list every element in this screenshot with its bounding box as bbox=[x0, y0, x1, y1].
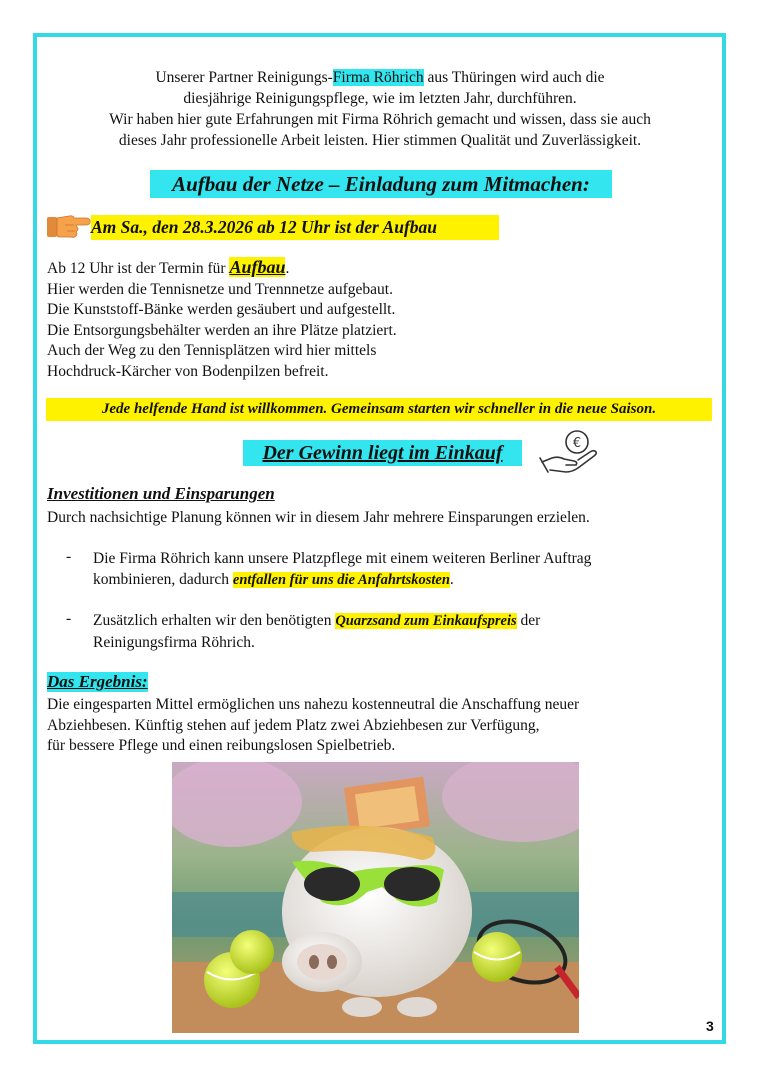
subheading-investments: Investitionen und Einsparungen bbox=[47, 484, 275, 503]
intro-line4: dieses Jahr professionelle Arbeit leisten. Hier stimmen Qualität und Zuverlässigkeit. bbox=[118, 132, 642, 149]
result-line2: Abziehbesen. Künftig stehen auf jedem Platz zwei Abziehbesen zur Verfügung, bbox=[47, 716, 540, 734]
setup-description bbox=[47, 257, 567, 382]
bullet1-line2-post: . bbox=[449, 571, 454, 588]
pointing-hand-icon bbox=[43, 205, 91, 247]
setup-line4: Die Entsorgungsbehälter werden an ihre Plätze platziert. bbox=[47, 321, 397, 339]
setup-line1-pre: Ab 12 Uhr ist der Termin für bbox=[47, 260, 230, 277]
euro-hand-icon bbox=[538, 428, 602, 478]
result-heading: Das Ergebnis: bbox=[47, 672, 148, 691]
bullet-item-quartz-sand bbox=[93, 610, 703, 653]
bullet2-line1-post: der bbox=[516, 612, 541, 629]
setup-line1-post: . bbox=[285, 260, 290, 277]
bullet2-line1-pre: Zusätzlich erhalten wir den benötigten bbox=[93, 612, 336, 629]
setup-keyword-highlight: Aufbau bbox=[229, 257, 286, 277]
section-heading-setup: Aufbau der Netze – Einladung zum Mitmachen: bbox=[150, 170, 612, 198]
bullet1-line2-pre: kombinieren, dadurch bbox=[93, 571, 233, 588]
quartz-sand-highlight: Quarzsand zum Einkaufspreis bbox=[335, 613, 517, 629]
setup-line2: Hier werden die Tennisnetze und Trennnetze aufgebaut. bbox=[47, 280, 393, 298]
page-number: 3 bbox=[706, 1018, 714, 1034]
intro-line1-pre: Unserer Partner Reinigungs- bbox=[155, 69, 333, 86]
result-line3: für bessere Pflege und einen reibungslosen Spielbetrieb. bbox=[47, 737, 396, 754]
section-heading-savings: Der Gewinn liegt im Einkauf bbox=[243, 440, 522, 466]
result-line1: Die eingesparten Mittel ermöglichen uns nahezu kostenneutral die Anschaffung neuer bbox=[47, 696, 580, 713]
intro-paragraph bbox=[60, 67, 700, 151]
company-highlight: Firma Röhrich bbox=[332, 69, 424, 86]
bullet-marker: - bbox=[66, 548, 72, 565]
setup-line6: Hochdruck-Kärcher von Bodenpilzen befreit. bbox=[47, 362, 329, 380]
svg-text:€: € bbox=[572, 436, 582, 451]
bullet1-line1: Die Firma Röhrich kann unsere Platzpflege mit einem weiteren Berliner Auftrag bbox=[93, 550, 592, 567]
savings-intro: Durch nachsichtige Planung können wir in diesem Jahr mehrere Einsparungen erzielen. bbox=[47, 509, 590, 526]
bullet-item-travel-costs bbox=[93, 548, 703, 591]
travel-costs-highlight: entfallen für uns die Anfahrtskosten bbox=[232, 572, 450, 588]
volunteer-callout: Jede helfende Hand ist willkommen. Gemeinsam starten wir schneller in die neue Saison. bbox=[46, 398, 712, 421]
piggy-bank-photo bbox=[172, 762, 579, 1033]
intro-line2: diesjährige Reinigungspflege, wie im letzten Jahr, durchführen. bbox=[183, 90, 577, 107]
intro-line1-post: aus Thüringen wird auch die bbox=[423, 69, 605, 86]
setup-line5: Auch der Weg zu den Tennisplätzen wird hier mittels bbox=[47, 342, 377, 359]
bullet-marker: - bbox=[66, 610, 72, 627]
result-description bbox=[47, 695, 707, 757]
intro-line3: Wir haben hier gute Erfahrungen mit Firma Röhrich gemacht und wissen, dass sie auch bbox=[109, 111, 651, 128]
setup-line3: Die Kunststoff-Bänke werden gesäubert und aufgestellt. bbox=[47, 301, 396, 318]
bullet2-line2: Reinigungsfirma Röhrich. bbox=[93, 634, 255, 651]
setup-appointment: Am Sa., den 28.3.2026 ab 12 Uhr ist der Aufbau bbox=[91, 215, 499, 240]
